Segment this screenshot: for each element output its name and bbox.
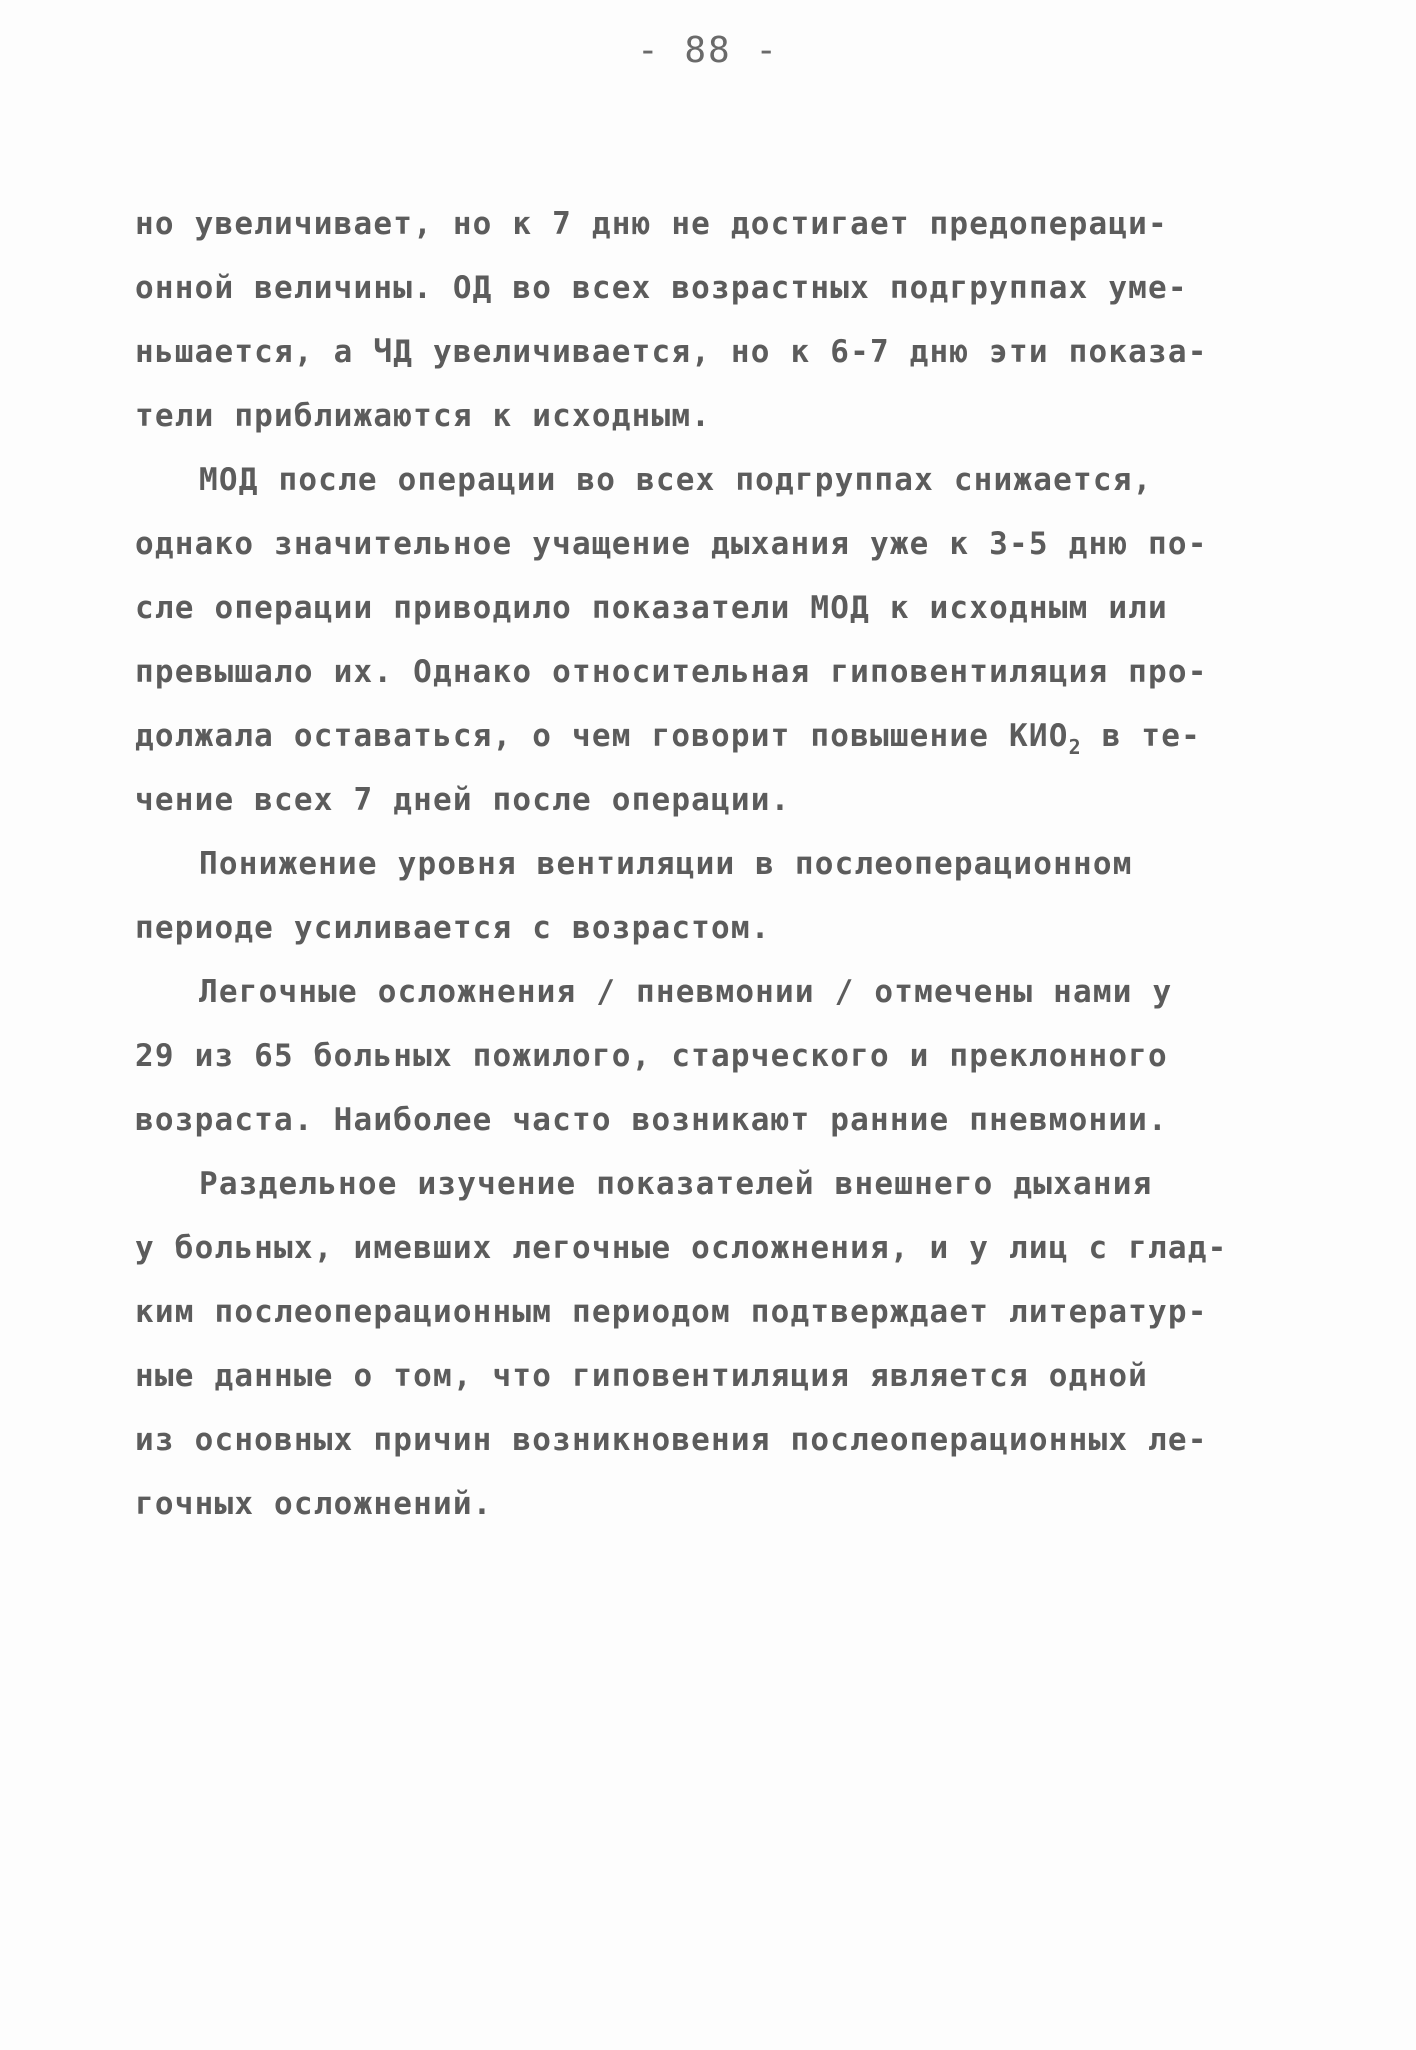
text-line: из основных причин возникновения послеоперационных ле- bbox=[135, 1422, 1208, 1458]
paragraph-first-line: Легочные осложнения / пневмонии / отмечены нами у bbox=[199, 974, 1173, 1010]
text-line: ньшается, а ЧД увеличивается, но к 6-7 дню эти показа- bbox=[135, 334, 1208, 370]
text-line-kio bbox=[135, 704, 1315, 768]
text-line: гочных осложнений. bbox=[135, 1486, 493, 1522]
text-line: чение всех 7 дней после операции. bbox=[135, 782, 791, 818]
text-line: сле операции приводило показатели МОД к исходным или bbox=[135, 590, 1168, 626]
text-line: тели приближаются к исходным. bbox=[135, 398, 712, 434]
text-line: ким послеоперационным периодом подтверждает литератур- bbox=[135, 1294, 1208, 1330]
page-number: - 88 - bbox=[636, 30, 780, 71]
text-line: однако значительное учащение дыхания уже к 3-5 дню по- bbox=[135, 526, 1208, 562]
paragraph-first-line: МОД после операции во всех подгруппах снижается, bbox=[199, 462, 1153, 498]
text-line: у больных, имевших легочные осложнения, и у лиц с глад- bbox=[135, 1230, 1228, 1266]
text-line: ные данные о том, что гиповентиляция является одной bbox=[135, 1358, 1149, 1394]
text-line: периоде усиливается с возрастом. bbox=[135, 910, 771, 946]
text-line: онной величины. ОД во всех возрастных подгруппах уме- bbox=[135, 270, 1188, 306]
text-line: но увеличивает, но к 7 дню не достигает предопераци- bbox=[135, 206, 1168, 242]
paragraph-first-line: Раздельное изучение показателей внешнего дыхания bbox=[199, 1166, 1153, 1202]
paragraph-first-line: Понижение уровня вентиляции в послеоперационном bbox=[199, 846, 1133, 882]
text-line: 29 из 65 больных пожилого, старческого и преклонного bbox=[135, 1038, 1168, 1074]
text-line: возраста. Наиболее часто возникают ранние пневмонии. bbox=[135, 1102, 1168, 1138]
text-line: превышало их. Однако относительная гиповентиляция про- bbox=[135, 654, 1208, 690]
kio-subscript: 2 bbox=[1068, 735, 1082, 759]
text-line-kio-suffix: в те- bbox=[1081, 718, 1202, 754]
body-text bbox=[135, 192, 1315, 1536]
text-line-kio-main: должала оставаться, о чем говорит повышение КИО bbox=[135, 718, 1069, 754]
